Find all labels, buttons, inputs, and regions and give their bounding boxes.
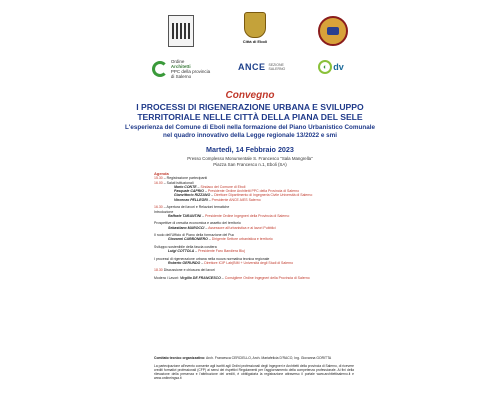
title-line2: TERRITORIALE NELLE CITTÀ DELLA PIANA DEL SELE xyxy=(137,112,363,122)
speaker-name: Sebastiano MAROCCI xyxy=(168,225,205,230)
speaker-role: Presidente Ordine Ingegneri della Provincia di Salerno xyxy=(205,213,290,218)
comune-eboli-logo xyxy=(240,12,270,44)
event-title xyxy=(0,102,500,122)
dv-circle-icon: ◐ xyxy=(318,60,332,74)
event-venue xyxy=(0,156,500,167)
credits-note: La partecipazione all'evento consente agli iscritti agli Ordini professionali degli Ingegneri e Architetti della provincia di Salerno, di ricevere crediti formativi professionali (CFP) ai sensi dei rispettivi Regolamenti per l'aggiornamento della competenza professionale. Ai fini della rilevazione della presenza e l'attribuzione dei crediti, è obbligatoria la registrazione attraverso il portale www.architettisalerno.it e www.ordineingsa.it xyxy=(154,364,354,381)
venue-line2: Piazza San Francesco n.1, Eboli (SA) xyxy=(213,161,287,167)
speaker-row: Giovanni CARBONIERO – Dirigente Settore urbanistica e territorio xyxy=(168,237,273,242)
ance-sub2: SALERNO xyxy=(268,67,286,71)
venue-line1: Presso Complesso Monumentale S. Francesco "Sala Mangrella" xyxy=(187,156,313,161)
agenda-time: 16.30 xyxy=(154,205,163,210)
organizing-committee xyxy=(154,356,354,360)
talk-title: Il ruolo dell'Ufficio di Piano della formazione del Puc xyxy=(154,233,235,238)
moderator-name: Virgilio DE FRANCESCO xyxy=(180,275,221,280)
talk-title: Prospettive di crescita economica e assetto del territorio xyxy=(154,221,241,226)
event-date: Martedì, 14 Febbraio 2023 xyxy=(206,145,294,154)
speaker-row: Sebastiano MAROCCI – Assessore all'urbanistica e ai lavori Pubblici xyxy=(168,225,276,230)
architetti-line1: Ordine xyxy=(170,59,185,64)
event-type: Convegno xyxy=(225,90,275,101)
speaker-name: Luigi COTTOLA xyxy=(168,249,195,254)
speaker-role: Sindaco del Comune di Eboli xyxy=(200,184,246,189)
agenda-time: 16.00 xyxy=(154,180,163,185)
speaker-row: Roberto GERUNDO – Direttore ICIP Lab(BIM + Università degli Studi di Salerno xyxy=(168,260,294,265)
speaker-name: Vincenzo PELLEGRI xyxy=(174,197,208,202)
speaker-role: Direttore Dipartimento di Ingegneria Civile Università di Salerno xyxy=(214,193,313,198)
agenda-text: Saluti istituzionali xyxy=(166,180,194,185)
agenda-heading: Agenda xyxy=(154,171,169,176)
dv-text: dv xyxy=(333,62,344,72)
ance-sub1: SEZIONE xyxy=(268,63,284,67)
moderator-row: Modera i Lavori: Virgilio DE FRANCESCO – Consigliere Ordine Ingegneri della Provincia di Salerno xyxy=(154,275,310,280)
speaker-row: Raffaele TARANTINI – Presidente Ordine Ingegneri della Provincia di Salerno xyxy=(168,213,290,218)
subtitle-line1: L'esperienza del Comune di Eboli nella formazione del Piano Urbanistico Comunale xyxy=(125,124,375,131)
dv-logo xyxy=(316,58,346,76)
speaker-name: Roberto GERUNDO xyxy=(168,260,201,265)
speaker-name: Gianvittorio RIZZANO xyxy=(174,193,211,198)
architetti-line2: Architetti xyxy=(170,64,191,69)
ordine-architetti-logo xyxy=(150,58,212,80)
event-subtitle xyxy=(0,124,500,139)
speaker-name: Giovanni CARBONIERO xyxy=(168,237,208,242)
speaker-role: Dirigente Settore urbanistica e territorio xyxy=(211,237,273,242)
ordine-ingegneri-logo xyxy=(168,15,194,47)
agenda-text: Discussione e chiusura dei lavori xyxy=(163,268,215,273)
speaker-role: Presidente ANCE AIES Salerno xyxy=(211,197,261,202)
agenda-time: 15.30 xyxy=(154,176,163,181)
ance-text: ANCE xyxy=(238,62,266,72)
agenda-time: 18.30 xyxy=(154,268,163,273)
speaker-role: Presidente Ordine Architetti PPC della Provincia di Salerno xyxy=(207,189,300,194)
agenda-text: Apertura dei lavori e Relazioni tematiche xyxy=(166,205,230,210)
architetti-line3: PPC della provincia xyxy=(170,69,211,74)
agenda-item-registration: 15.30 – Registrazione partecipanti xyxy=(154,176,208,181)
subtitle-line2: nel quadro innovativo della Legge regionale 13/2022 e smi xyxy=(163,131,337,139)
speaker-name: Raffaele TARANTINI xyxy=(168,213,202,218)
speaker-row: Gianvittorio RIZZANO – Direttore Dipartimento di Ingegneria Civile Università di Salerno xyxy=(174,193,313,198)
swirl-icon xyxy=(152,61,168,77)
speaker-row: Mario CONTE – Sindaco del Comune di Eboli xyxy=(174,184,246,189)
committee-label: Comitato tecnico organizzativo: xyxy=(154,356,206,360)
crest-icon xyxy=(244,12,266,38)
agenda-item-opening: 16.30 – Apertura dei lavori e Relazioni tematiche xyxy=(154,205,230,210)
title-line1: I PROCESSI DI RIGENERAZIONE URBANA E SVILUPPO xyxy=(136,102,364,112)
ance-logo xyxy=(238,58,286,76)
speaker-name: Pasquale CAPRIO xyxy=(174,189,204,194)
talk-title: I processi di rigenerazione urbana nella nuova normativa tecnica regionale xyxy=(154,256,270,261)
agenda xyxy=(154,172,354,280)
university-seal-logo xyxy=(318,16,348,46)
agenda-text: Registrazione partecipanti xyxy=(166,176,208,181)
moderator-role: Consigliere Ordine Ingegneri della Provincia di Salerno xyxy=(224,275,310,280)
speaker-role: Assessore all'urbanistica e ai lavori Pubblici xyxy=(208,225,276,230)
agenda-item-greetings: 16.00 – Saluti istituzionali xyxy=(154,180,194,185)
intro-label: Introduzione xyxy=(154,209,174,214)
speaker-role: Direttore ICIP Lab(BIM + Università degli Studi di Salerno xyxy=(204,260,294,265)
committee-members: Arch. Francesca CERCIELLO, Arch. Mariafelicia D'RACO, Ing. Giovanna GORITTA xyxy=(206,356,332,360)
architetti-line4: di Salerno xyxy=(170,74,192,79)
speaker-name: Mario CONTE xyxy=(174,184,197,189)
talk-title: Sviluppo sostenibile della fascia costiera xyxy=(154,244,217,249)
speaker-row: Vincenzo PELLEGRI – Presidente ANCE AIES Salerno xyxy=(174,197,261,202)
speaker-row: Pasquale CAPRIO – Presidente Ordine Architetti PPC della Provincia di Salerno xyxy=(174,189,300,194)
comune-label: Città di Eboli xyxy=(242,39,268,44)
speaker-row: Luigi COTTOLA – Presidente Faro Bandiera Blu) xyxy=(168,249,246,254)
speaker-role: Presidente Faro Bandiera Blu) xyxy=(198,249,246,254)
moderator-label: Modera i Lavori: xyxy=(154,275,180,280)
